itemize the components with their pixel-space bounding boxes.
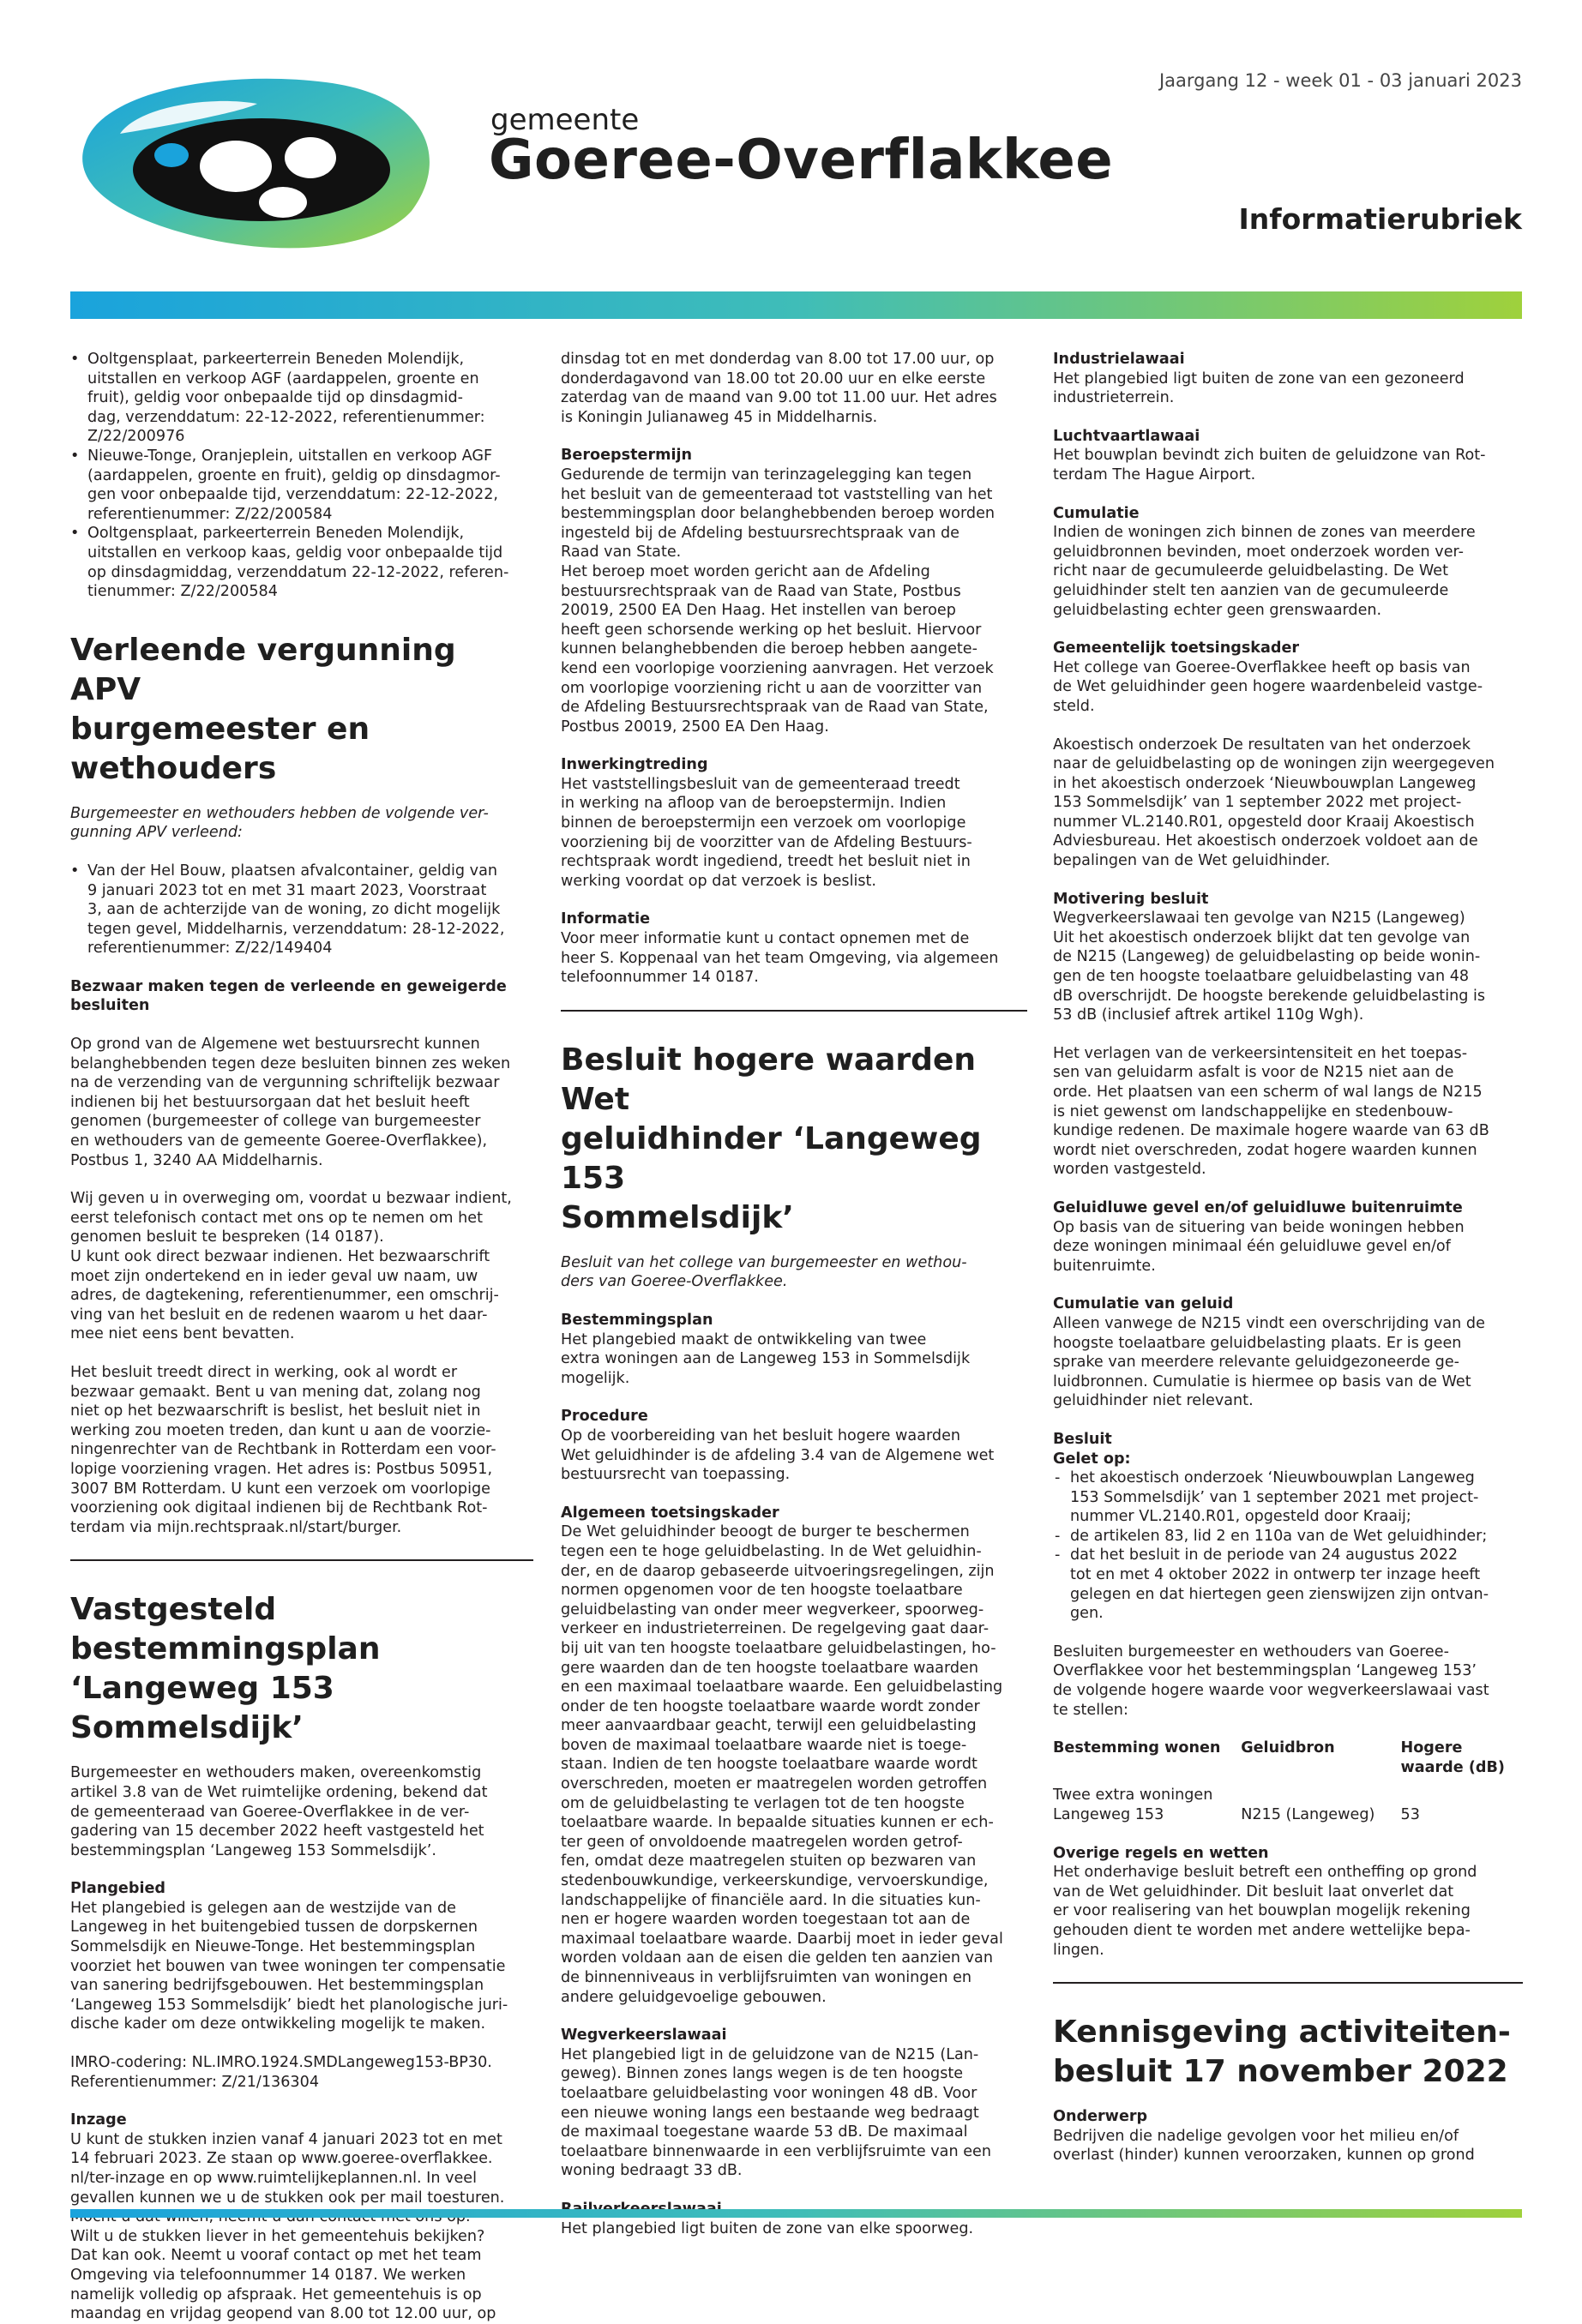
section-rubric: Informatierubriek (1238, 202, 1522, 236)
list-item: • Van der Hel Bouw, plaatsen afvalcontainer, geldig van 9 januari 2023 tot en met 31 maart 2023, Voorstraat 3, aan de achterzijde van de woning, zo dicht mogelijk tegen gevel, Middelharnis, verzenddatum: 28-12-2022, referentienummer: Z/22/149404 (70, 862, 533, 958)
subheading-informatie: Informatie (561, 910, 651, 928)
paragraph: Het besluit treedt direct in werking, ook al wordt er bezwaar gemaakt. Bent u van mening dat, zolang nog niet op het bezwaarschrift is beslist, het besluit niet in werking zou moeten treden, dan kunt u aan de voorzie- ningenrechter van de Rechtbank in Rotterdam een voor- lopige voorziening vragen. Het adres is: Postbus 50951, 3007 BM Rotterdam. U kunt een verzoek om voorlopige voorziening ook digitaal indienen bij de Rechtbank Rot- terdam via mijn.rechtspraak.nl/start/burger. (70, 1363, 496, 1536)
list-item: • Ooltgensplaat, parkeerterrein Beneden Molendijk, uitstallen en verkoop AGF (aardappelen, groente en fruit), geldig voor onbepaalde tijd op dinsdagmid- dag, verzenddatum: 22-12-2022, referentienummer: Z/22/200976 (70, 350, 533, 447)
column-2 (561, 350, 1027, 2237)
paragraph: Burgemeester en wethouders maken, overeenkomstig artikel 3.8 van de Wet ruimtelijke ordening, bekend dat de gemeenteraad van Goeree-Overflakkee in de ver- gadering van 15 december 2022 heeft vastgesteld het bestemmingsplan ‘Langeweg 153 Sommelsdijk’. (70, 1764, 488, 1859)
header-gradient-band (70, 291, 1522, 319)
paragraph: Op basis van de situering van beide woningen hebben deze woningen minimaal één geluidluwe gevel en/of buitenruimte. (1053, 1218, 1465, 1275)
subheading-overige: Overige regels en wetten (1053, 1844, 1269, 1862)
hogere-waarden-table (1053, 1738, 1523, 1824)
subheading-besluit: Besluit (1053, 1430, 1112, 1448)
subheading-luchtvaart: Luchtvaartlawaai (1053, 427, 1200, 445)
table-header-row (1053, 1738, 1523, 1786)
gelet-list (1053, 1468, 1523, 1624)
subheading-motivering: Motivering besluit (1053, 890, 1209, 908)
paragraph: Het plangebied ligt buiten de zone van een gezoneerd industrieterrein. (1053, 369, 1465, 407)
paragraph: Het college van Goeree-Overflakkee heeft op basis van de Wet geluidhinder geen hogere waardenbeleid vastge- steld. (1053, 658, 1483, 715)
paragraph: Het vaststellingsbesluit van de gemeenteraad treedt in werking na afloop van de beroepstermijn. Indien binnen de beroepstermijn een verzoek om voorlopige voorziening bij de voorzitter van de Afdeling Bestuurs- rechtspraak wordt ingediend, treedt het besluit niet in werking voordat op dat verzoek is beslist. (561, 775, 972, 890)
apv-list (70, 862, 533, 958)
list-item: - dat het besluit in de periode van 24 augustus 2022 tot en met 4 oktober 2022 in ontwerp ter inzage heeft gelegen en dat hiertegen geen zienswijzen zijn ontvan- gen. (1053, 1546, 1523, 1623)
brand-name: Goeree-Overflakkee (489, 129, 1114, 192)
municipality-logo (69, 74, 446, 254)
subheading-industrie: Industrielawaai (1053, 351, 1185, 368)
list-item: • Ooltgensplaat, parkeerterrein Beneden Molendijk, uitstallen en verkoop kaas, geldig voor onbepaalde tijd op dinsdagmiddag, verzenddatum 22-12-2022, referen- tienummer: Z/22/200584 (70, 524, 533, 601)
subheading-onderwerp: Onderwerp (1053, 2108, 1148, 2126)
subheading-cumulatie: Cumulatie (1053, 504, 1140, 522)
brand-prefix: gemeente (490, 103, 640, 137)
subheading-beroep: Beroepstermijn (561, 447, 693, 465)
article-divider (1053, 1982, 1523, 1984)
subheading-bezwaar: Bezwaar maken tegen de verleende en geweigerde besluiten (70, 977, 507, 1015)
issue-dateline: Jaargang 12 - week 01 - 03 januari 2023 (1158, 70, 1522, 91)
article-divider (70, 1559, 533, 1561)
article-title-apv: Verleende vergunning APV burgemeester en wethouders (70, 632, 456, 786)
paragraph: Het plangebied maakt de ontwikkeling van twee extra woningen aan de Langeweg 153 in Sommelsdijk mogelijk. (561, 1330, 971, 1387)
article-title-kennisgeving: Kennisgeving activiteiten- besluit 17 november 2022 (1053, 2015, 1511, 2090)
column-3 (1053, 350, 1523, 2193)
paragraph: Alleen vanwege de N215 vindt een overschrijding van de hoogste toelaatbare geluidbelasting plaats. Er is geen sprake van meerdere relevante geluidgezoneerde ge- luidbronnen. Cumulatie is hiermee op basis van de Wet geluidhinder niet relevant. (1053, 1314, 1485, 1410)
paragraph: Op de voorbereiding van het besluit hogere waarden Wet geluidhinder is de afdeling 3.4 van de Algemene wet bestuursrecht van toepassing. (561, 1426, 995, 1484)
paragraph: Op grond van de Algemene wet bestuursrecht kunnen belanghebbenden tegen deze besluiten binnen zes weken na de verzending van de vergunning schriftelijk bezwaar indienen bij het bestuursorgaan dat het besluit heeft genomen (burgemeester of college van burgemeester en wethouders van de gemeente Goeree-Overflakkee), Postbus 1, 3240 AA Middelharnis. (70, 1036, 511, 1169)
article-title-hogere-waarden: Besluit hogere waarden Wet geluidhinder ‘Langeweg 153 Sommelsdijk’ (561, 1042, 982, 1235)
table-cell: Twee extra woningen Langeweg 153 (1053, 1787, 1213, 1823)
paragraph: Het verlagen van de verkeersintensiteit en het toepas- sen van geluidarm asfalt is voor de N215 niet aan de orde. Het plaatsen van een scherm of wal langs de N215 is niet gewenst om landschappelijke en stedenbouw- kundige redenen. De maximale hogere waarde van 63 dB wordt niet overschreden, zodat hogere waarden kunnen worden vastgesteld. (1053, 1044, 1489, 1179)
paragraph: Bedrijven die nadelige gevolgen voor het milieu en/of overlast (hinder) kunnen veroorzaken, kunnen op grond (1053, 2127, 1475, 2165)
footer-gradient-band (70, 2209, 1522, 2218)
table-header-cell: Bestemming wonen (1053, 1739, 1221, 1757)
paragraph: De Wet geluidhinder beoogt de burger te beschermen tegen een te hoge geluidbelasting. In de Wet geluidhin- der, en de daarop gebaseerde uitvoeringsregelingen, zijn normen opgenomen voor de ten hoogste toelaatbare geluidbelasting van onder meer wegverkeer, spoorweg- verkeer en industrieterreinen. De regelgeving gaat daar- bij uit van ten hoogste toelaatbare geluidbelastingen, ho- gere waarden dan de ten hoogste toelaatbare waarden en een maximaal toelaatbare waarde. Een geluidbelasting onder de ten hoogste toelaatbare waarde wordt zonder meer aanvaardbaar geacht, terwijl een geluidbelasting boven de maximaal toelaatbare waarde niet is toege- staan. Indien de ten hoogste toelaatbare waarde wordt overschreden, moeten er maatregelen worden getroffen om de geluidbelasting te verlagen tot de ten hoogste toelaatbare waarde. In bepaalde situaties kunnen er ech- ter geen of onvoldoende maatregelen worden getrof- fen, omdat deze maatregelen stuiten op bezwaren van stedenbouwkundige, verkeerskundige, vervoerskundige, landschappelijke of financiële aard. In die situaties kun- nen er hogere waarden worden toegestaan tot aan de maximaal toelaatbare waarde. Daarbij moet in ieder geval worden voldaan aan de eisen die gelden ten aanzien van de binnenniveaus in verblijfsruimten van woningen en andere geluidgevoelige gebouwen. (561, 1523, 1003, 2006)
paragraph: Wegverkeerslawaai ten gevolge van N215 (Langeweg) Uit het akoestisch onderzoek blijkt dat ten gevolge van de N215 (Langeweg) de geluidbelasting op beide wonin- gen de ten hoogste toelaatbare geluidbelasting van 48 dB overschrijdt. De hoogste berekende geluidbelasting is 53 dB (inclusief aftrek artikel 110g Wgh). (1053, 910, 1486, 1024)
subheading-wegverkeer: Wegverkeerslawaai (561, 2027, 727, 2045)
paragraph: Akoestisch onderzoek De resultaten van het onderzoek naar de geluidbelasting op de woningen zijn weergegeven in het akoestisch onderzoek ‘Nieuwbouwplan Langeweg 153 Sommelsdijk’ van 1 september 2022 met project- nummer VL.2140.R01, opgesteld door Kraaij Akoestisch Adviesbureau. Het akoestisch onderzoek voldoet aan de bepalingen van de Wet geluidhinder. (1053, 736, 1495, 870)
paragraph: Besluiten burgemeester en wethouders van Goeree- Overflakkee voor het bestemmingsplan ‘Langeweg 153’ de volgende hogere waarde voor wegverkeerslawaai vast te stellen: (1053, 1642, 1489, 1719)
paragraph: Het plangebied ligt in de geluidzone van de N215 (Lan- geweg). Binnen zones langs wegen is de ten hoogste toelaatbare geluidbelasting voor woningen 48 dB. Voor een nieuwe woning langs een bestaande weg bedraagt de maximaal toegestane waarde 53 dB. De maximaal toelaatbare binnenwaarde in een verblijfsruimte van een woning bedraagt 33 dB. (561, 2045, 991, 2180)
paragraph: Wij geven u in overweging om, voordat u bezwaar indient, eerst telefonisch contact met ons op te nemen om het genomen besluit te bespreken (14 0187). U kunt ook direct bezwaar indienen. Het bezwaarschrift moet zijn ondertekend en in ieder geval uw naam, uw adres, de dagtekening, referentienummer, een omschrij- ving van het besluit en de redenen waarom u het daar- mee niet eens bent bevatten. (70, 1190, 512, 1343)
table-header-cell: Geluidbron (1241, 1739, 1335, 1757)
article-intro: Besluit van het college van burgemeester en wethou- ders van Goeree-Overflakkee. (561, 1253, 967, 1291)
subheading-gelet-op: Gelet op: (1053, 1450, 1131, 1468)
paragraph: Het bouwplan bevindt zich buiten de geluidzone van Rot- terdam The Hague Airport. (1053, 447, 1486, 483)
article-divider (561, 1010, 1027, 1012)
subheading-inwerking: Inwerkingtreding (561, 756, 708, 774)
article-title-bestemmingsplan: Vastgesteld bestemmingsplan ‘Langeweg 153 Sommelsdijk’ (70, 1592, 381, 1746)
subheading-gemeentelijk: Gemeentelijk toetsingskader (1053, 640, 1300, 658)
subheading-algemeen: Algemeen toetsingskader (561, 1504, 779, 1522)
table-header-cell: Hogere waarde (dB) (1400, 1739, 1505, 1776)
subheading-bestemmingsplan: Bestemmingsplan (561, 1312, 713, 1329)
article-intro: Burgemeester en wethouders hebben de volgende ver- gunning APV verleend: (70, 804, 489, 842)
paragraph: Het onderhavige besluit betreft een ontheffing op grond van de Wet geluidhinder. Dit besluit laat onverlet dat er voor realisering van het bouwplan mogelijk rekening gehouden dient te worden met andere wettelijke bepa- lingen. (1053, 1864, 1477, 1959)
subheading-inzage: Inzage (70, 2111, 127, 2129)
subheading-procedure: Procedure (561, 1408, 648, 1426)
subheading-cumulatie-geluid: Cumulatie van geluid (1053, 1295, 1234, 1313)
paragraph: Voor meer informatie kunt u contact opnemen met de heer S. Koppenaal van het team Omgeving, via algemeen telefoonnummer 14 0187. (561, 930, 999, 987)
paragraph: Het plangebied ligt buiten de zone van elke spoorweg. (561, 2219, 974, 2237)
paragraph: Gedurende de termijn van terinzagelegging kan tegen het besluit van de gemeenteraad tot vaststelling van het bestemmingsplan door belanghebbenden beroep worden ingesteld bij de Afdeling bestuursrechtspraak van de Raad van State. Het beroep moet worden gericht aan de Afdeling bestuursrechtspraak van de Raad van State, Postbus 20019, 2500 EA Den Haag. Het instellen van beroep heeft geen schorsende werking op het besluit. Hiervoor kunnen belanghebbenden die beroep hebben aangete- kend een voorlopige voorziening aanvragen. Het verzoek om voorlopige voorziening richt u aan de voorzitter van de Afdeling Bestuursrechtspraak van de Raad van State, Postbus 20019, 2500 EA Den Haag. (561, 465, 996, 736)
table-cell: 53 (1400, 1806, 1420, 1823)
column-1 (70, 350, 533, 2323)
masthead (0, 0, 1582, 326)
list-item: - het akoestisch onderzoek ‘Nieuwbouwplan Langeweg 153 Sommelsdijk’ van 1 september 2021 met project- nummer VL.2140.R01, opgesteld door Kraaij; (1053, 1468, 1523, 1527)
paragraph: U kunt de stukken inzien vanaf 4 januari 2023 tot en met 14 februari 2023. Ze staan op www.goeree-overflakkee. nl/ter-inzage en op www.ruimtelijkeplannen.nl. In veel gevallen kunnen we u de stukken ook per mail toesturen. Wilt u de stukken liever in het gemeentehuis bekijken? Dat kan ook. Neemt u vooraf contact op met het team Omgeving via telefoonnummer 14 0187. We werken namelijk volledig op afspraak. Het gemeentehuis is op maandag en vrijdag geopend van 8.00 tot 12.00 uur, op (70, 2130, 505, 2323)
permit-list (70, 350, 533, 602)
table-cell: N215 (Langeweg) (1241, 1806, 1375, 1823)
subheading-geluidluwe-gevel: Geluidluwe gevel en/of geluidluwe buitenruimte (1053, 1198, 1463, 1216)
paragraph: dinsdag tot en met donderdag van 8.00 tot 17.00 uur, op donderdagavond van 18.00 tot 20.00 uur en elke eerste zaterdag van de maand van 9.00 tot 11.00 uur. Het adres is Koningin Julianaweg 45 in Middelharnis. (561, 351, 997, 426)
list-item: • Nieuwe-Tonge, Oranjeplein, uitstallen en verkoop AGF (aardappelen, groente en fruit), geldig op dinsdagmor- gen voor onbepaalde tijd, verzenddatum: 22-12-2022, referentienummer: Z/22/200584 (70, 447, 533, 524)
table-row (1053, 1786, 1523, 1824)
paragraph: Indien de woningen zich binnen de zones van meerdere geluidbronnen bevinden, moet onderzoek worden ver- richt naar de gecumuleerde geluidbelasting. De Wet geluidhinder stelt ten aanzien van de gecumuleerde geluidbelasting echter geen grenswaarden. (1053, 524, 1476, 619)
paragraph-imro: IMRO-codering: NL.IMRO.1924.SMDLangeweg153-BP30. Referentienummer: Z/21/136304 (70, 2054, 492, 2091)
subheading-plangebied: Plangebied (70, 1880, 166, 1898)
paragraph: Het plangebied is gelegen aan de westzijde van de Langeweg in het buitengebied tussen de dorpskernen Sommelsdijk en Nieuwe-Tonge. Het bestemmingsplan voorziet het bouwen van twee woningen ter compensatie van sanering bedrijfsgebouwen. Het bestemmingsplan ‘Langeweg 153 Sommelsdijk’ biedt het planologische juri- dische kader om deze ontwikkeling mogelijk te maken. (70, 1899, 508, 2033)
list-item: - de artikelen 83, lid 2 en 110a van de Wet geluidhinder; (1053, 1527, 1523, 1546)
